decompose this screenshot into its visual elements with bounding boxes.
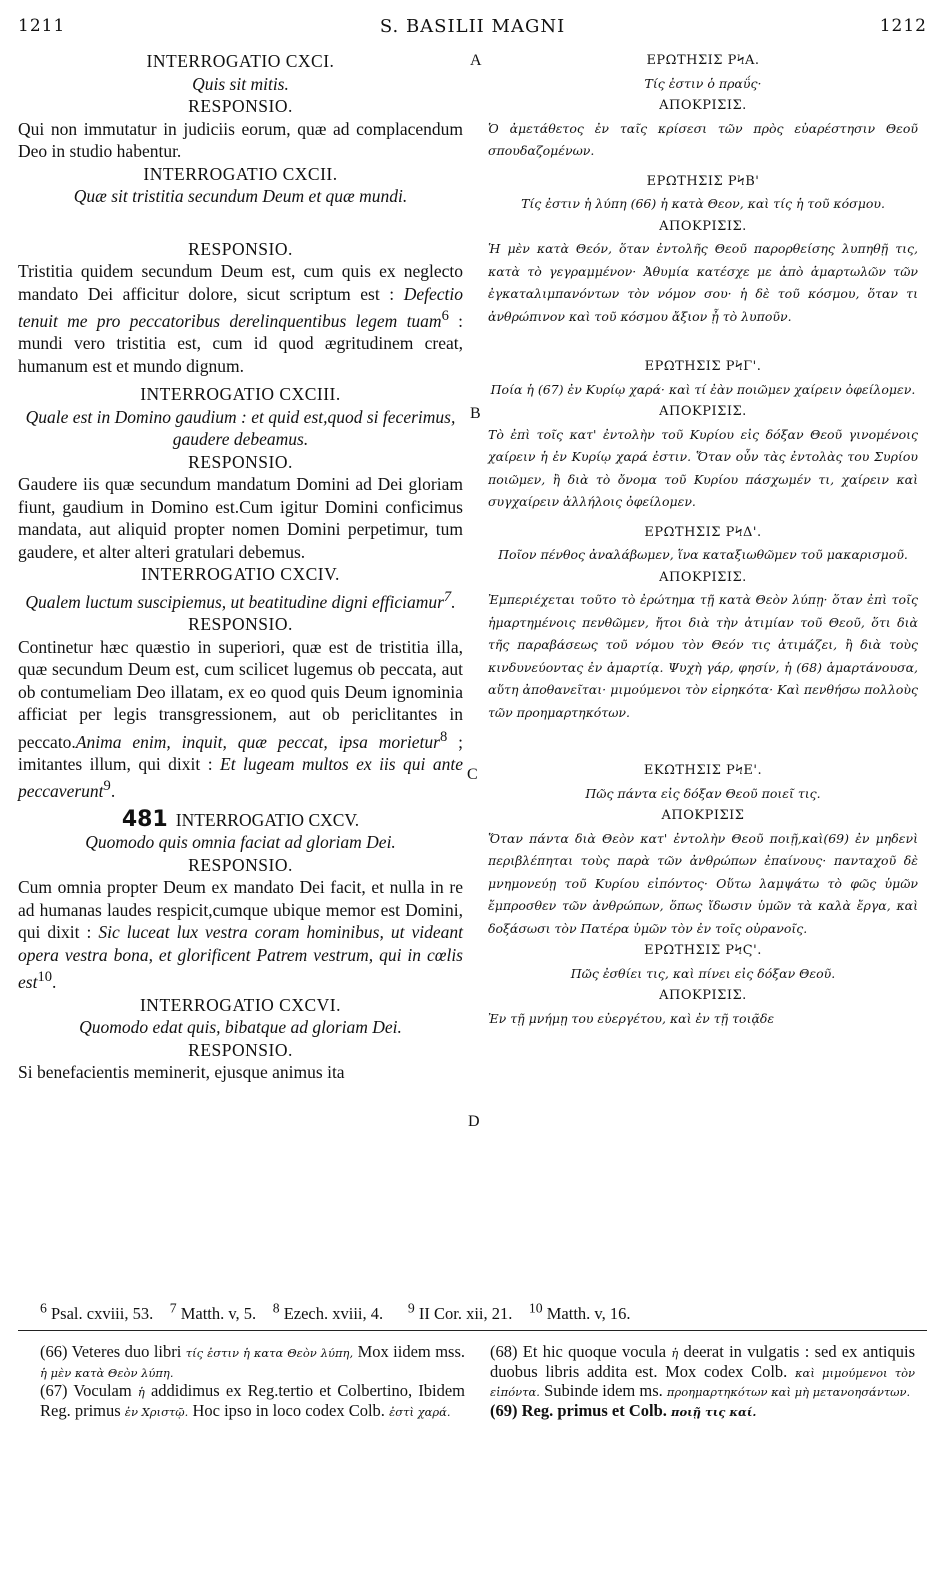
text-run: Mox iidem mss.: [357, 1342, 466, 1361]
greek-run: προημαρτηκότων καὶ μὴ μετανοησάντων.: [666, 1385, 911, 1399]
running-header: [18, 16, 927, 42]
footnote-divider: [18, 1330, 927, 1331]
question-title: Πῶς πάντα εἰς δόξαν Θεοῦ ποιεῖ τις.: [585, 785, 821, 801]
response-heading: RESPONSIO.: [188, 1039, 293, 1060]
question-heading: INTERROGATIO CXCI.: [146, 51, 335, 71]
question-heading: ΕΚΩΤΗΣΙΣ ΡϞΕ'.: [643, 763, 763, 778]
text-run: (68) Et hic quoque vocula: [490, 1342, 672, 1361]
question-heading: ΕΡΩΤΗΣΙΣ ΡϞϚ'.: [644, 943, 762, 958]
response-heading: RESPONSIO.: [188, 238, 293, 259]
question-heading: INTERROGATIO CXCII.: [143, 163, 338, 184]
greek-run: ἡ: [137, 1385, 145, 1399]
note-text: II Cor. xii, 21.: [418, 1303, 513, 1323]
response-heading: RESPONSIO.: [188, 854, 293, 875]
footnote-ref: 10: [37, 969, 53, 986]
scripture-quote: Et lugeam multos ex iis qui ante peccaverunt: [18, 753, 463, 802]
response-heading: RESPONSIO.: [188, 614, 293, 635]
question-title: Qualem luctum suscipiemus, ut beatitudine digni efficiamur$^7$.: [25, 588, 456, 612]
footnote-ref: 9: [103, 778, 111, 795]
scripture-note: [407, 1300, 513, 1323]
question-heading: INTERROGATIO CXCV.: [175, 809, 360, 830]
response-heading: ΑΠΟΚΡΙΣΙΣ.: [659, 98, 747, 113]
footnote-66: [40, 1343, 465, 1382]
text-run: : mundi vero tristitia est, cum id quod ægritudinem creat, humanum est et mundo dignum.: [18, 310, 463, 376]
footnotes-right: [490, 1343, 915, 1421]
text-run: Cum omnia propter Deum ex mandato Dei facit, et nulla in re ad humanas laudes respicit,cumque ubique memor est Domini, qui dixit :: [18, 877, 463, 943]
question-heading: ΕΡΩΤΗΣΙΣ ΡϞΔ'.: [644, 524, 762, 540]
question-heading: INTERROGATIO CXCIV.: [141, 564, 340, 585]
response-text: Ὅταν πάντα διὰ Θεὸν κατ' ἐντολὴν Θεοῦ ποιῇ,καὶ(69) ἐν μηδενὶ περιβλέπηται τοὺς παρὰ τῶν ἀνθρώπων ἐπαίνους· πανταχοῦ δὲ μνημονεύῃ τοῦ Κυρίου εἰπόντος· Οὕτω λαμψάτω τὸ φῶς ὑμῶν ἔμπροσθεν τῶν ἀνθρώπων, ὅπως ἴδωσιν ὑμῶν τὰ καλὰ ἔργα, καὶ δοξάσωσι τὸν Πατέρα ὑμῶν τὸν ἐν τοῖς οὐρανοῖς.: [488, 830, 918, 936]
page-number-right: 1212: [879, 16, 927, 36]
text-run: addidimus ex Reg.tertio et Colbertino, Ibidem Reg. primus: [40, 1381, 465, 1420]
greek-run: τίς ἐστιν ἡ κατα Θεὸν λύπη,: [185, 1346, 354, 1360]
scripture-notes: [40, 1300, 927, 1324]
response-heading: ΑΠΟΚΡΙΣΙΣ: [661, 808, 745, 823]
question-heading: INTERROGATIO CXCVI.: [139, 994, 342, 1015]
response-text: Si benefacientis meminerit, ejusque animus ita: [18, 1062, 345, 1083]
note-number: 9: [407, 1300, 415, 1315]
scripture-note: [528, 1300, 631, 1323]
text-run: (69) Reg. primus et Colb.: [490, 1400, 672, 1420]
question-heading: ΕΡΩΤΗΣΙΣ ΡϞΓ'.: [644, 359, 762, 374]
response-text: Ἐν τῇ μνήμῃ του εὐεργέτου, καὶ ἐν τῇ τοιᾷδε: [488, 1010, 775, 1026]
page-number-left: 1211: [18, 16, 66, 36]
footnote-67: [40, 1382, 465, 1421]
scripture-quote: Anima enim, inquit, quæ peccat, ipsa morietur: [75, 731, 440, 752]
footnote-69: [490, 1402, 915, 1422]
scripture-quote: Defectio tenuit me pro peccatoribus derelinquentibus legem tuam: [18, 283, 463, 331]
footnotes-left: [40, 1343, 465, 1421]
greek-run: ποιῇ τις καί.: [671, 1404, 757, 1419]
note-number: 7: [169, 1300, 177, 1315]
question-title: Πῶς ἐσθίει τις, καὶ πίνει εἰς δόξαν Θεοῦ.: [570, 965, 836, 981]
response-heading: ΑΠΟΚΡΙΣΙΣ.: [659, 218, 747, 234]
greek-run: ἐστὶ χαρά.: [389, 1404, 451, 1419]
text-run: (66) Veteres duo libri: [40, 1342, 186, 1361]
response-text: Qui non immutatur in judiciis eorum, quæ ad complacendum Deo in studio habentur.: [18, 118, 463, 161]
scripture-quote: Sic luceat lux vestra coram hominibus, ut videant opera vestra bona, et glorificent Patrem vestrum, qui in cœlis est: [18, 922, 463, 993]
text-run: Hoc ipso in loco codex Colb.: [188, 1400, 390, 1420]
response-text: Ἐμπεριέχεται τοῦτο τὸ ἐρώτημα τῇ κατὰ Θεὸν λύπῃ· ὅταν ἐπὶ τοῖς ἡμαρτημένοις πενθῶμεν, ἤτοι διὰ τὴν ἀτιμίαν τοῦ Θεοῦ, ὅτι διὰ τῆς παραβάσεως τοῦ νόμου τὸν Θεόν τις ἀτιμάζει, ἢ διὰ τοὺς κινδυνεύοντας ἐν ἁμαρτίᾳ. Ψυχὴ γάρ, φησίν, ἡ (68) ἁμαρτάνουσα, αὕτη ἀποθανεῖται· μιμούμενοι τὸν εἰρηκότα· Καὶ πενθήσω πολλοὺς τῶν προημαρτηκότων.: [488, 592, 918, 720]
response-heading: ΑΠΟΚΡΙΣΙΣ.: [659, 404, 747, 419]
scripture-note: [272, 1300, 384, 1323]
text-run: Continetur hæc quæstio in superiori, quæ est de tristitia illa, quæ secundum Deum est, cum scilicet lugemus ob peccata, aut ob contumeliam Deo illatam, ex eo quod quis Deum ignominia afficiat per legis transgressionem, aut ob periclitantes in peccato.: [18, 636, 463, 752]
note-text: Matth. v, 5.: [180, 1303, 257, 1323]
note-number: 6: [40, 1300, 47, 1315]
question-heading-row: [18, 806, 463, 832]
footnote-ref: 8: [439, 728, 448, 745]
scripture-note: [40, 1300, 154, 1323]
greek-run: καὶ μιμούμενοι τὸν εἰπόντα.: [490, 1365, 915, 1399]
response-heading: ΑΠΟΚΡΙΣΙΣ.: [659, 988, 747, 1003]
question-title: Τίς ἐστιν ἡ λύπη (66) ἡ κατὰ Θεον, καὶ τίς ἡ τοῦ κόσμου.: [521, 196, 885, 211]
response-text: Continetur hæc quæstio in superiori, quæ est de tristitia illa, quæ secundum Deum est, cum scilicet lugemus ob peccata, aut ob contumeliam Deo illatam, ex eo quod quis Deum ignominia afficiat per legis transgressionem, aut ob periclitantes in peccato.Anima enim, inquit, quæ peccat, ipsa morietur$^8$ ; imitantes illum, qui dixit : Et lugeam multos ex iis qui ante peccaverunt$^9$.: [18, 636, 463, 802]
question-title: Quis sit mitis.: [192, 73, 289, 94]
text-run: (67) Voculam: [40, 1381, 138, 1400]
response-text: Gaudere iis quæ secundum mandatum Domini ad Dei gloriam fiunt, gaudium in Domino est.Cum igitur Domini conficimus mandata, aut aliquid propter nomen Domini perpetimur, tum gaudere, et alter alteri gratulari debemus.: [18, 474, 463, 562]
footnote-ref: 6: [441, 308, 449, 324]
greek-run: ἡ μὲν κατὰ Θεὸν λύπη.: [40, 1365, 174, 1380]
question-heading: ΕΡΩΤΗΣΙΣ ΡϞΑ.: [646, 53, 760, 68]
question-title: Quale est in Domino gaudium : et quid est,quod si fecerimus, gaudere debeamus.: [25, 406, 456, 450]
response-text: Ὁ ἀμετάθετος ἐν ταῖς κρίσεσι τῶν πρὸς εὐαρέστησιν Θεοῦ σπουδαζομένων.: [488, 120, 918, 158]
question-title: Ποία ἡ (67) ἐν Κυρίῳ χαρά· καὶ τί ἐὰν ποιῶμεν χαίρειν ὀφείλομεν.: [490, 381, 916, 397]
question-title: Τίς ἐστιν ὁ πραΰς·: [644, 75, 762, 91]
response-text: Cum omnia propter Deum ex mandato Dei facit, et nulla in re ad humanas laudes respicit,cumque ubique memor est Domini, qui dixit : Sic luceat lux vestra coram hominibus, ut videant opera vestra bona, et glorificent Patrem vestrum, qui in cœlis est$^{10}$.: [18, 877, 463, 993]
margin-letter-a: A: [470, 52, 482, 69]
footnote-ref: 7: [443, 588, 452, 605]
margin-letter-b: B: [470, 405, 481, 422]
response-text: Ἡ μὲν κατὰ Θεόν, ὅταν ἐντολῆς Θεοῦ παρορθείσης λυπηθῇ τις, κατὰ τὸ γεγραμμένον· Ἀθυμία κατέσχε με ἀπὸ ἁμαρτωλῶν τῶν ἐγκαταλιμπανόντων τὸν νόμον σου· ἡ δὲ τοῦ κόσμου, ὅταν τι ἀνθρώπινον καὶ τοῦ κόσμου ἄξιον ᾖ τὸ λυποῦν.: [488, 241, 918, 324]
question-heading: ΕΡΩΤΗΣΙΣ ΡϞΒ': [646, 173, 760, 189]
greek-run: ἐν Χριστῷ.: [124, 1404, 189, 1419]
note-text: Matth. v, 16.: [546, 1303, 631, 1323]
running-title: S. BASILII MAGNI: [379, 16, 566, 37]
margin-letter-d: D: [468, 1113, 480, 1130]
text-run: ; imitantes illum, qui dixit :: [18, 731, 463, 774]
margin-letter-c: C: [467, 766, 478, 783]
question-heading: INTERROGATIO CXCIII.: [140, 384, 341, 405]
column-number: 481: [121, 806, 168, 832]
question-title: Quæ sit tristitia secundum Deum et quæ mundi.: [73, 186, 408, 206]
response-heading: RESPONSIO.: [188, 451, 293, 472]
note-text: Psal. cxviii, 53.: [51, 1303, 154, 1323]
greek-column: [488, 50, 918, 1030]
scripture-note: [169, 1300, 257, 1323]
text-run: Tristitia quidem secundum Deum est, cum quis ex neglecto mandato Dei afficitur dolore, sicut scriptum est :: [18, 261, 463, 304]
note-number: 8: [272, 1300, 280, 1315]
text-run: Qualem luctum suscipiemus, ut beatitudine digni efficiamur: [25, 591, 444, 612]
note-number: 10: [528, 1300, 543, 1315]
response-heading: RESPONSIO.: [188, 96, 293, 116]
question-title: Ποῖον πένθος ἀναλάβωμεν, ἵνα καταξιωθῶμεν τοῦ μακαρισμοῦ.: [498, 547, 908, 562]
footnote-68: [490, 1343, 915, 1402]
question-title: Quomodo quis omnia faciat ad gloriam Dei.: [85, 832, 396, 853]
text-run: Subinde idem ms.: [539, 1381, 667, 1400]
note-text: Ezech. xviii, 4.: [283, 1303, 384, 1323]
greek-run: ἡ: [671, 1346, 679, 1360]
response-text: [18, 260, 463, 377]
text-run: deerat in vulgatis : sed ex antiquis duobus libris addita est. Mox codex Colb.: [490, 1342, 915, 1381]
latin-column: [18, 50, 463, 1084]
question-title: Quomodo edat quis, bibatque ad gloriam Dei.: [79, 1017, 402, 1038]
response-heading: ΑΠΟΚΡΙΣΙΣ.: [659, 569, 747, 585]
response-text: Τὸ ἐπὶ τοῖς κατ' ἐντολὴν τοῦ Κυρίου εἰς δόξαν Θεοῦ γινομένοις χαίρειν ἡ ἐν Κυρίῳ χαρά ἐστιν. Ὅταν οὖν τὰς ἐντολὰς του Συρίου ποιῶμεν, ἢ διὰ τὸ ὄνομα τοῦ Κυρίου πάσχωμέν τι, χαίρειν καὶ συγχαίρειν ἀλλήλοις ὀφείλομεν.: [488, 426, 918, 509]
